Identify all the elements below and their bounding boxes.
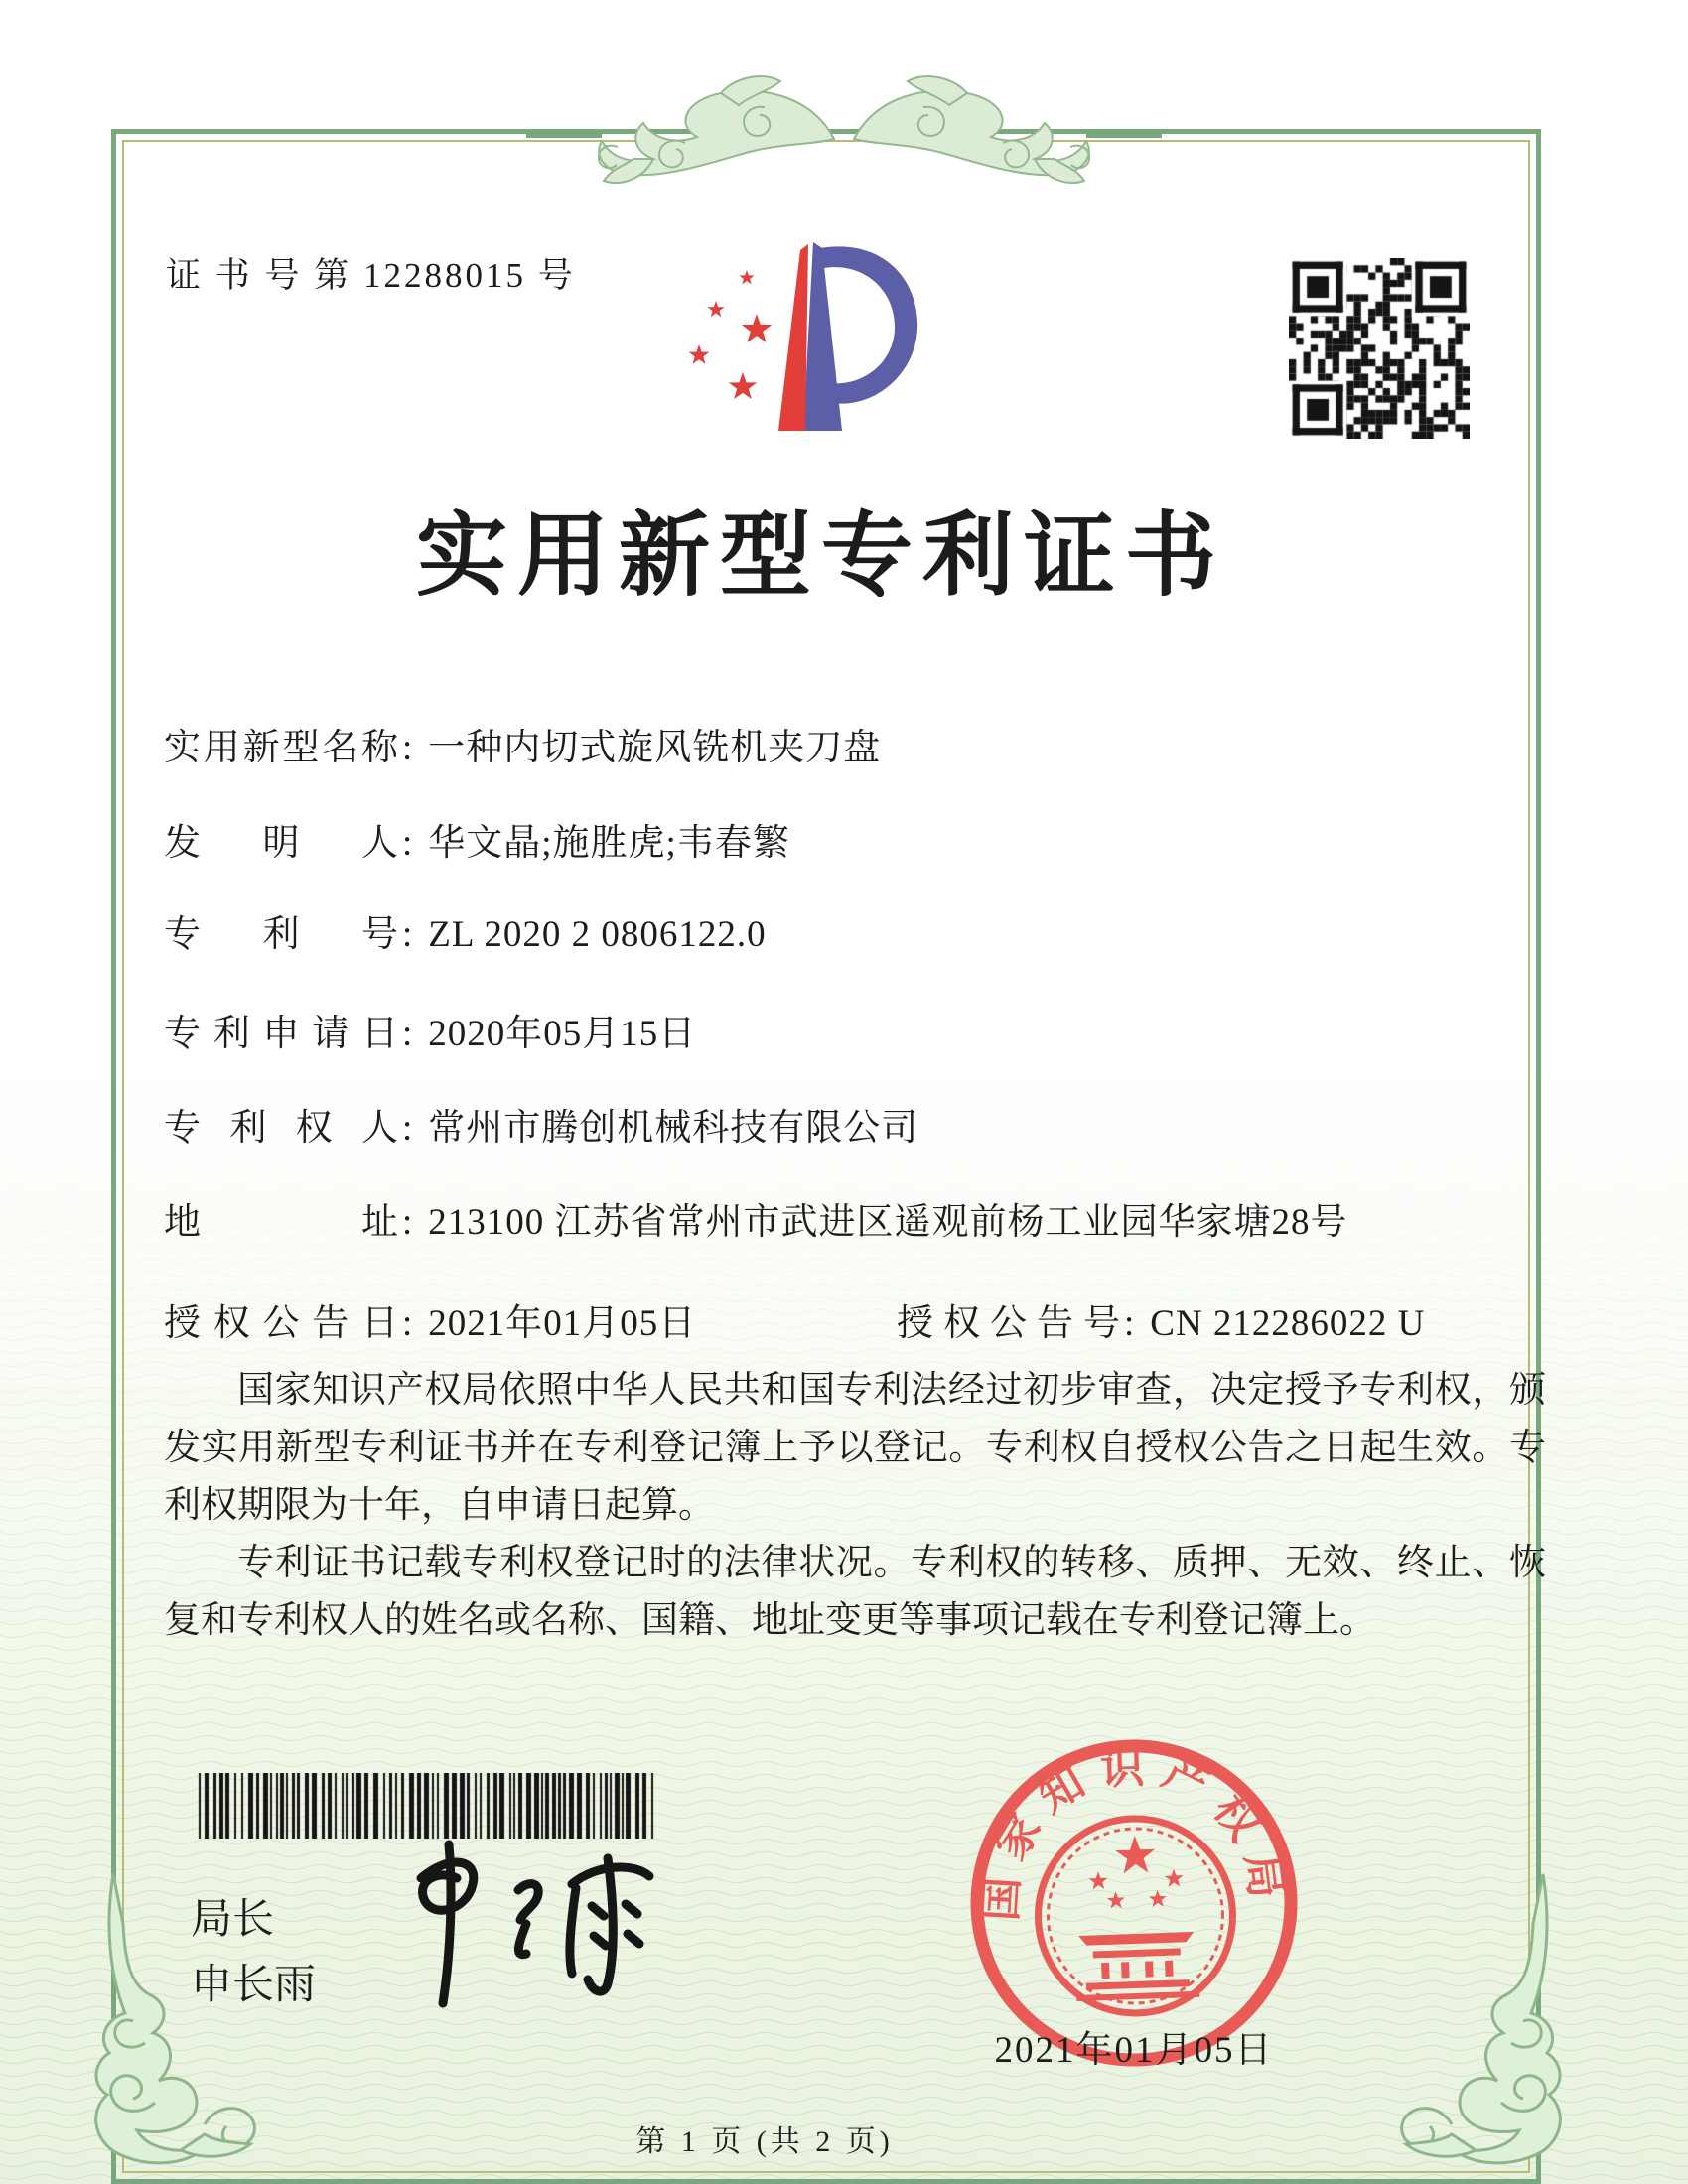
field-value: 213100 江苏省常州市武进区遥观前杨工业园华家塘28号 — [428, 1202, 1348, 1243]
legal-text-block — [164, 1362, 1546, 1650]
field-label: 发明人 — [164, 823, 398, 864]
field-row-patentee — [164, 1097, 918, 1151]
cnipa-logo-icon — [683, 236, 937, 441]
field-colon: : — [402, 1108, 413, 1149]
shen-changyu-signature-icon — [369, 1833, 677, 2041]
legal-paragraph: 专利证书记载专利权登记时的法律状况。专利权的转移、质押、无效、终止、恢复和专利权人的姓名或名称、国籍、地址变更等事项记载在专利登记簿上。 — [164, 1543, 1546, 1641]
qr-code-icon — [1289, 258, 1470, 439]
field-value: 2020年05月15日 — [428, 1014, 697, 1054]
svg-text:国家知识产权局: 国家知识产权局 — [976, 1743, 1293, 1923]
certificate-number: 证 书 号 第 12288015 号 — [166, 256, 576, 295]
seal-date: 2021年01月05日 — [994, 2030, 1274, 2071]
field-colon: : — [402, 1303, 413, 1344]
field-row-name — [164, 717, 881, 770]
certificate-title: 实用新型专利证书 — [415, 505, 1226, 607]
field-label: 专利权人 — [164, 1108, 398, 1149]
field-value: ZL 2020 2 0806122.0 — [428, 914, 767, 955]
field-colon: : — [1124, 1303, 1135, 1344]
field-colon: : — [402, 914, 413, 955]
field-label: 实用新型名称 — [164, 728, 398, 768]
field-colon: : — [402, 728, 413, 768]
field-value: 华文晶;施胜虎;韦春繁 — [428, 823, 790, 864]
field-row-patent-no — [164, 903, 767, 957]
barcode-icon — [197, 1773, 659, 1839]
field-label: 授权公告号 — [897, 1303, 1120, 1344]
field-row-address — [164, 1191, 1348, 1245]
field-value: 一种内切式旋风铣机夹刀盘 — [428, 728, 882, 768]
field-colon: : — [402, 1014, 413, 1054]
signer-name: 申长雨 — [191, 1961, 317, 2007]
field-row-inventors — [164, 812, 790, 866]
field-label: 专利号 — [164, 914, 398, 955]
field-colon: : — [402, 1202, 413, 1243]
field-label: 专利申请日 — [164, 1014, 398, 1054]
field-label: 地址 — [164, 1202, 398, 1243]
page-footer: 第 1 页 (共 2 页) — [635, 2125, 894, 2158]
field-row-filing-date — [164, 1003, 696, 1056]
field-colon: : — [402, 823, 413, 864]
field-label: 授权公告日 — [164, 1303, 398, 1344]
field-value: CN 212286022 U — [1150, 1303, 1426, 1344]
field-value: 常州市腾创机械科技有限公司 — [428, 1108, 919, 1149]
field-value: 2021年01月05日 — [428, 1303, 697, 1344]
legal-paragraph: 国家知识产权局依照中华人民共和国专利法经过初步审查，决定授予专利权，颁发实用新型专利证书并在专利登记簿上予以登记。专利权自授权公告之日起生效。专利权期限为十年，自申请日起算。 — [164, 1370, 1546, 1526]
signer-block — [191, 1886, 316, 2017]
field-row-grant — [164, 1293, 1426, 1346]
grant-number-pair — [897, 1293, 1425, 1346]
signer-title: 局长 — [191, 1895, 275, 1942]
